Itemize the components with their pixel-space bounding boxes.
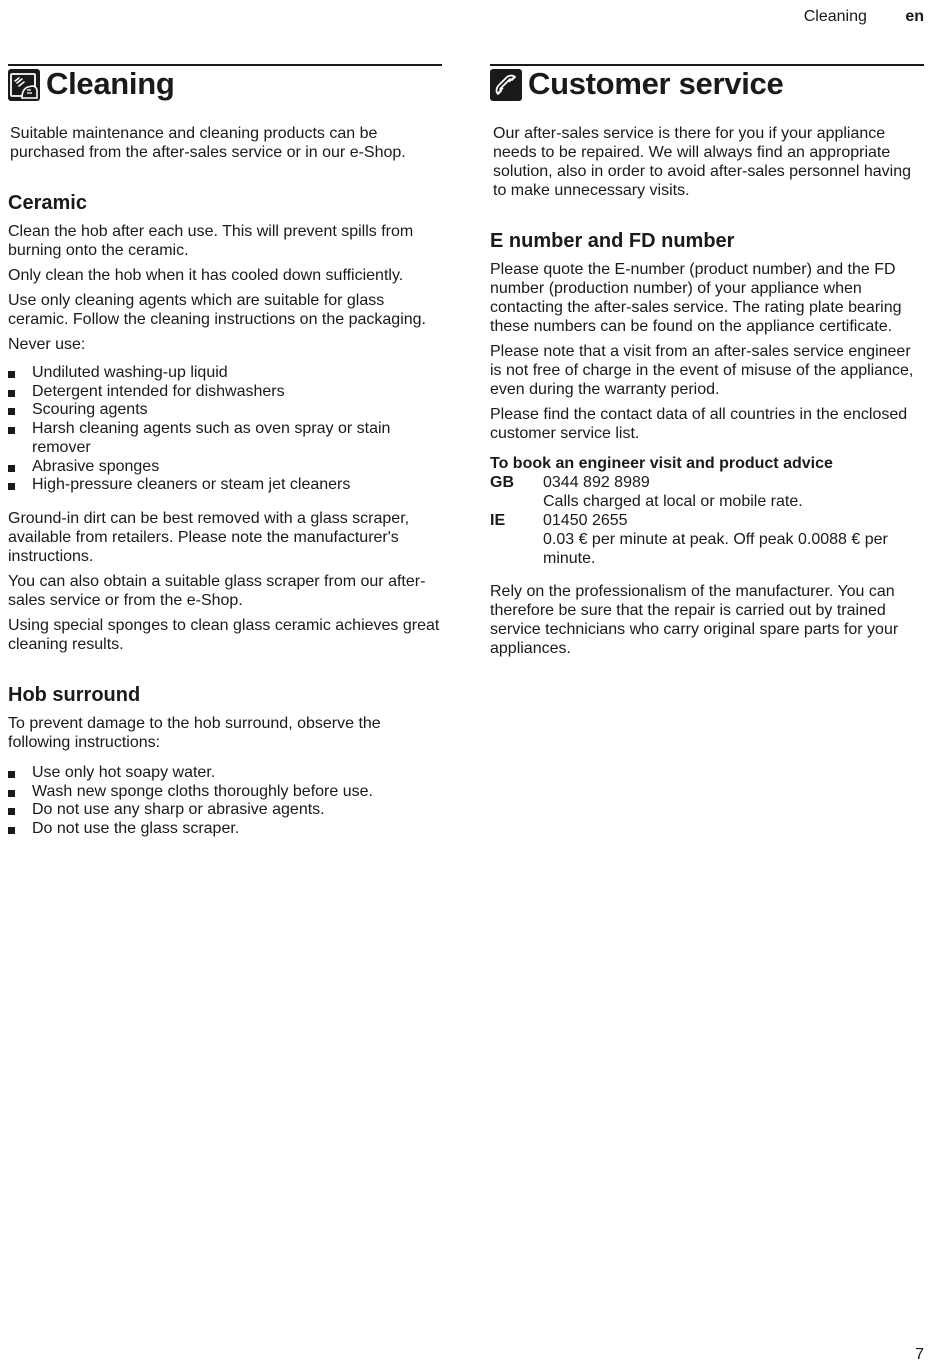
service-closing: Rely on the professionalism of the manufacturer. You can therefore be sure that the repair is carried out by trained service technicians who carry original spare parts for your appliances.: [490, 583, 899, 657]
list-item: Do not use any sharp or abrasive agents.: [8, 801, 442, 820]
list-item: Wash new sponge cloths thoroughly before use.: [8, 783, 442, 802]
country-code: GB: [490, 474, 514, 491]
rate-note: Calls charged at local or mobile rate.: [543, 493, 803, 510]
list-item: Scouring agents: [8, 401, 442, 420]
hob-surround-list: [8, 764, 442, 839]
never-use-label: Never use:: [8, 336, 86, 353]
cleaning-title: Cleaning: [46, 66, 175, 101]
ceramic-heading: Ceramic: [8, 192, 87, 214]
hob-surround-intro: To prevent damage to the hob surround, observe the following instructions:: [8, 714, 381, 751]
booking-title: To book an engineer visit and product advice: [490, 455, 833, 472]
phone-icon: [490, 69, 522, 101]
ceramic-paragraph: Using special sponges to clean glass ceramic achieves great cleaning results.: [8, 616, 440, 653]
cleaning-column: [8, 64, 442, 849]
ceramic-paragraph: Clean the hob after each use. This will prevent spills from burning onto the ceramic.: [8, 223, 414, 259]
enumber-heading: E number and FD number: [490, 230, 735, 252]
header-section: Cleaning: [803, 8, 867, 25]
rate-note: 0.03 € per minute at peak. Off peak 0.0088 € per minute.: [543, 531, 888, 567]
enumber-paragraph: Please note that a visit from an after-sales service engineer is not free of charge in the event of misuse of the appliance, even during the warranty period.: [490, 343, 914, 398]
contact-row-ie: [490, 511, 924, 568]
hob-surround-heading: Hob surround: [8, 683, 141, 706]
cleaning-heading: [8, 64, 442, 102]
service-intro: Our after-sales service is there for you if your appliance needs to be repaired. We will always find an appropriate solution, also in order to avoid after-sales personnel having to make unnecessary visits.: [493, 125, 912, 199]
customer-service-title: Customer service: [528, 66, 784, 101]
cleaning-hand-icon: [8, 69, 40, 101]
phone-number: 01450 2655: [543, 512, 628, 529]
header-language: en: [905, 8, 924, 25]
page-number: 7: [915, 1346, 924, 1363]
ceramic-paragraph: You can also obtain a suitable glass scraper from our after-sales service or from the e-Shop.: [8, 572, 426, 609]
ceramic-paragraph: Ground-in dirt can be best removed with a glass scraper, available from retailers. Please note the manufacturer's instructions.: [8, 509, 410, 565]
cleaning-intro: Suitable maintenance and cleaning products can be purchased from the after-sales service or in our e-Shop.: [10, 125, 406, 161]
list-item: Abrasive sponges: [8, 458, 442, 477]
ceramic-paragraph: Only clean the hob when it has cooled down sufficiently.: [8, 267, 404, 284]
list-item: Detergent intended for dishwashers: [8, 383, 442, 402]
list-item: Undiluted washing-up liquid: [8, 364, 442, 383]
customer-service-column: [490, 64, 924, 664]
list-item: Harsh cleaning agents such as oven spray or stain remover: [8, 420, 442, 457]
running-header: [804, 8, 924, 26]
list-item: Do not use the glass scraper.: [8, 820, 442, 839]
list-item: High-pressure cleaners or steam jet cleaners: [8, 476, 442, 495]
ceramic-paragraph: Use only cleaning agents which are suitable for glass ceramic. Follow the cleaning instructions on the packaging.: [8, 292, 426, 328]
enumber-paragraph: Please quote the E-number (product number) and the FD number (production number) of your appliance when contacting the after-sales service. The rating plate bearing these numbers can be found on the appliance certificate.: [490, 261, 902, 335]
country-code: IE: [490, 512, 506, 529]
customer-service-heading: [490, 64, 924, 102]
never-use-list: [8, 364, 442, 495]
phone-number: 0344 892 8989: [543, 474, 650, 491]
enumber-paragraph: Please find the contact data of all countries in the enclosed customer service list.: [490, 406, 908, 442]
contact-row-gb: [490, 473, 924, 511]
list-item: Use only hot soapy water.: [8, 764, 442, 783]
